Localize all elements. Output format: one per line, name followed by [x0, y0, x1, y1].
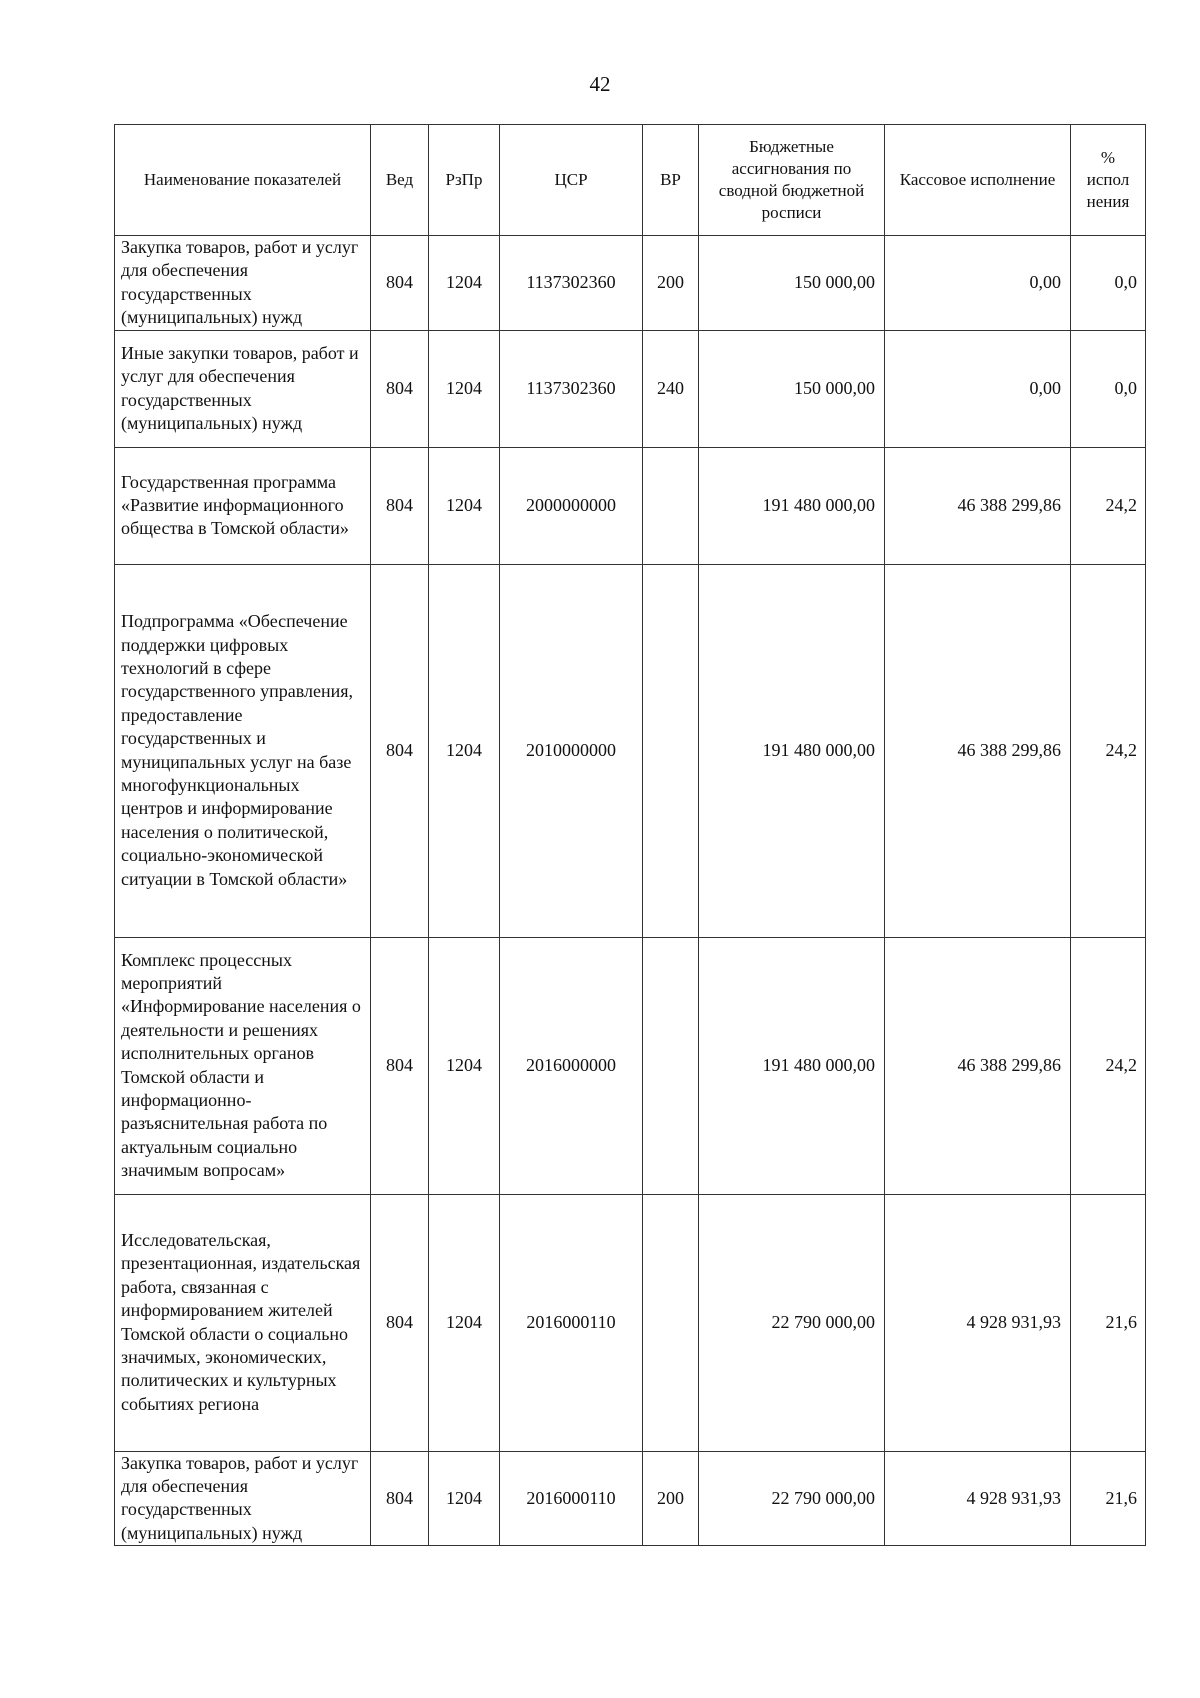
row-rzpr: 1204: [429, 330, 500, 447]
row-vr: 240: [643, 330, 699, 447]
table-row: [115, 1451, 1146, 1546]
row-ved: 804: [371, 330, 429, 447]
row-vr: 200: [643, 1451, 699, 1546]
row-csr: 2010000000: [500, 564, 643, 937]
row-name: Закупка товаров, работ и услуг для обеспечения государственных (муниципальных) нужд: [115, 236, 371, 331]
row-cash: 46 388 299,86: [885, 937, 1071, 1194]
row-cash: 0,00: [885, 330, 1071, 447]
table-row: [115, 447, 1146, 564]
row-budget: 191 480 000,00: [699, 937, 885, 1194]
row-budget: 150 000,00: [699, 330, 885, 447]
table-row: [115, 937, 1146, 1194]
row-ved: 804: [371, 1451, 429, 1546]
header-ved: Вед: [371, 125, 429, 236]
budget-execution-table: [114, 124, 1146, 1546]
row-budget: 191 480 000,00: [699, 564, 885, 937]
row-csr: 1137302360: [500, 330, 643, 447]
row-name: Иные закупки товаров, работ и услуг для обеспечения государственных (муниципальных) нужд: [115, 330, 371, 447]
row-pct: 24,2: [1071, 564, 1146, 937]
row-name: Исследовательская, презентационная, издательская работа, связанная с информированием жителей Томской области о социально значимых, экономических, политических и культурных событиях региона: [115, 1194, 371, 1451]
row-rzpr: 1204: [429, 447, 500, 564]
header-pct: % испол нения: [1071, 125, 1146, 236]
row-csr: 1137302360: [500, 236, 643, 331]
row-ved: 804: [371, 236, 429, 331]
row-pct: 0,0: [1071, 330, 1146, 447]
row-ved: 804: [371, 564, 429, 937]
row-name: Подпрограмма «Обеспечение поддержки цифровых технологий в сфере государственного управления, предоставление государственных и муниципальных услуг на базе многофункциональных центров и информирование населения о политической, социально-экономической ситуации в Томской области»: [115, 564, 371, 937]
row-pct: 24,2: [1071, 447, 1146, 564]
row-name: Закупка товаров, работ и услуг для обеспечения государственных (муниципальных) нужд: [115, 1451, 371, 1546]
table-row: [115, 1194, 1146, 1451]
header-csr: ЦСР: [500, 125, 643, 236]
row-name: Государственная программа «Развитие информационного общества в Томской области»: [115, 447, 371, 564]
row-cash: 4 928 931,93: [885, 1194, 1071, 1451]
row-pct: 21,6: [1071, 1194, 1146, 1451]
row-csr: 2016000110: [500, 1194, 643, 1451]
row-csr: 2016000110: [500, 1451, 643, 1546]
row-pct: 21,6: [1071, 1451, 1146, 1546]
header-cash: Кассовое исполнение: [885, 125, 1071, 236]
header-rzpr: РзПр: [429, 125, 500, 236]
row-vr: [643, 447, 699, 564]
row-vr: [643, 564, 699, 937]
row-budget: 22 790 000,00: [699, 1451, 885, 1546]
table-row: [115, 564, 1146, 937]
row-vr: [643, 937, 699, 1194]
table-row: [115, 236, 1146, 331]
row-vr: [643, 1194, 699, 1451]
row-cash: 46 388 299,86: [885, 564, 1071, 937]
row-csr: 2000000000: [500, 447, 643, 564]
row-csr: 2016000000: [500, 937, 643, 1194]
row-rzpr: 1204: [429, 564, 500, 937]
row-cash: 4 928 931,93: [885, 1451, 1071, 1546]
header-name: Наименование показателей: [115, 125, 371, 236]
page-number: 42: [589, 72, 611, 96]
row-rzpr: 1204: [429, 1194, 500, 1451]
table-row: [115, 330, 1146, 447]
row-cash: 0,00: [885, 236, 1071, 331]
row-rzpr: 1204: [429, 1451, 500, 1546]
row-budget: 191 480 000,00: [699, 447, 885, 564]
row-pct: 0,0: [1071, 236, 1146, 331]
header-vr: ВР: [643, 125, 699, 236]
row-ved: 804: [371, 937, 429, 1194]
row-vr: 200: [643, 236, 699, 331]
row-budget: 22 790 000,00: [699, 1194, 885, 1451]
row-pct: 24,2: [1071, 937, 1146, 1194]
row-cash: 46 388 299,86: [885, 447, 1071, 564]
header-budget: Бюджетные ассигнования по сводной бюджетной росписи: [699, 125, 885, 236]
table-header-row: [115, 125, 1146, 236]
row-name: Комплекс процессных мероприятий «Информирование населения о деятельности и решениях исполнительных органов Томской области и информационно-разъяснительная работа по актуальным социально значимым вопросам»: [115, 937, 371, 1194]
row-rzpr: 1204: [429, 236, 500, 331]
row-ved: 804: [371, 1194, 429, 1451]
row-budget: 150 000,00: [699, 236, 885, 331]
row-ved: 804: [371, 447, 429, 564]
row-rzpr: 1204: [429, 937, 500, 1194]
